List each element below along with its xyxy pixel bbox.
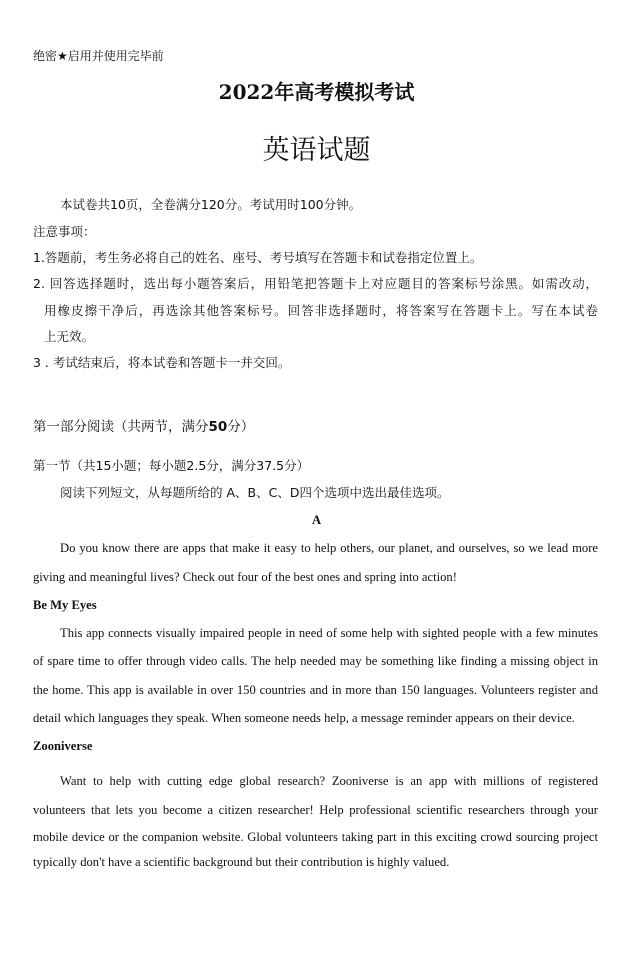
- note-3: 3 . 考试结束后，将本试卷和答题卡一并交回。: [33, 355, 291, 370]
- passage-p2-line-1: This app connects visually impaired people in need of some help with sighted people with a few minutes: [60, 626, 598, 640]
- passage-p3-line-3: mobile device or the companion website. Global volunteers taking part in this exciting crowd sourcing project: [33, 830, 598, 844]
- app-heading-zooniverse: Zooniverse: [33, 739, 93, 753]
- passage-p3-line-1: Want to help with cutting edge global research? Zooniverse is an app with millions of registered: [60, 774, 598, 788]
- passage-p1-line-1: Do you know there are apps that make it easy to help others, our planet, and ourselves, so we lead more: [60, 541, 598, 555]
- part-1-heading: [33, 415, 254, 435]
- note-1: 1.答题前，考生务必将自己的姓名、座号、考号填写在答题卡和试卷指定位置上。: [33, 250, 483, 265]
- passage-p2-line-2: of spare time to offer through video calls. The help needed may be something like finding a missing object in: [33, 654, 598, 668]
- part-1-heading-score: 50: [208, 419, 228, 435]
- notes-heading: 注意事项：: [33, 224, 96, 239]
- note-2-line-1: 2. 回答选择题时，选出每小题答案后，用铅笔把答题卡上对应题目的答案标号涂黑。如需改动，: [33, 276, 598, 291]
- passage-p1-line-2: giving and meaningful lives? Check out four of the best ones and spring into action!: [33, 570, 457, 584]
- exam-title: 2022年高考模拟考试: [218, 80, 415, 104]
- note-2-line-2: 用橡皮擦干净后，再选涂其他答案标号。回答非选择题时，将答案写在答题卡上。写在本试卷: [44, 303, 598, 318]
- section-1-heading: 第一节（共15小题；每小题2.5分，满分37.5分）: [33, 458, 310, 473]
- confidential-mark: 绝密★启用并使用完毕前: [33, 49, 164, 63]
- subject-title: 英语试题: [262, 135, 371, 166]
- section-1-instruction: 阅读下列短文，从每题所给的 A、B、C、D四个选项中选出最佳选项。: [60, 485, 450, 500]
- passage-p3-line-4: typically don't have a scientific background but their contribution is highly valued.: [33, 855, 450, 869]
- part-1-heading-prefix: 第一部分阅读（共两节，满分: [33, 419, 209, 435]
- note-2-line-3: 上无效。: [44, 329, 95, 344]
- exam-total-info: 本试卷共10页，全卷满分120分。考试用时100分钟。: [60, 197, 362, 212]
- passage-label: A: [311, 513, 322, 527]
- passage-p3-line-2: volunteers that lets you become a citizen researcher! Help professional scientific researchers through your: [33, 803, 598, 817]
- passage-p2-line-3: the home. This app is available in over 150 countries and in more than 150 languages. Volunteers register and: [33, 683, 598, 697]
- passage-p2-line-4: detail which languages they speak. When someone needs help, a message reminder appears on their device.: [33, 711, 575, 725]
- app-heading-be-my-eyes: Be My Eyes: [33, 598, 97, 612]
- part-1-heading-suffix: 分）: [227, 419, 255, 435]
